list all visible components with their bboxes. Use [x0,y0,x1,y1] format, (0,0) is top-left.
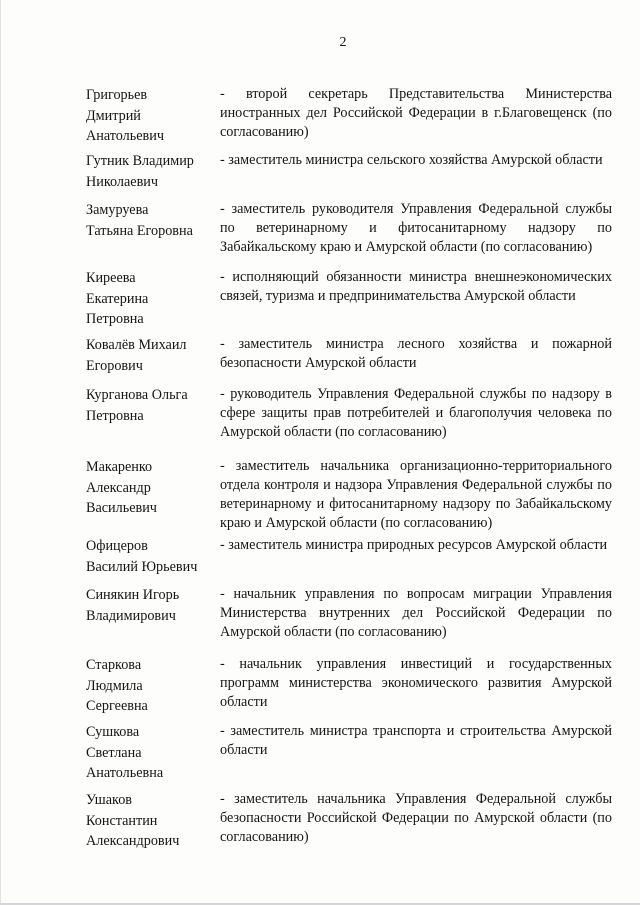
member-role: - начальник управления по вопросам миграции Управления Министерства внутренних дел Российской Федерации по Амурской области (по согласованию) [220,586,612,640]
page-number: 2 [339,35,347,50]
member-name: Сушкова Светлана Анатольевна [86,724,164,781]
member-name: Старкова Людмила Сергеевна [86,657,148,714]
member-name: Синякин Игорь Владимирович [86,587,180,624]
member-name: Григорьев Дмитрий Анатольевич [86,87,164,144]
member-role: - заместитель руководителя Управления Федеральной службы по ветеринарному и фитосанитарному надзору по Забайкальскому краю и Амурской области (по согласованию) [220,201,612,255]
member-role: - заместитель министра лесного хозяйства и пожарной безопасности Амурской области [220,336,612,371]
member-name: Киреева Екатерина Петровна [86,270,149,327]
member-role: - руководитель Управления Федеральной службы по надзору в сфере защиты прав потребителей и благополучия человека по Амурской области (по согласованию) [220,386,612,440]
member-name: Замуруева Татьяна Егоровна [86,202,193,239]
member-role: - исполняющий обязанности министра внешнеэкономических связей, туризма и предпринимательства Амурской области [220,269,612,304]
member-role: - второй секретарь Представительства Министерства иностранных дел Российской Федерации в г.Благовещенск (по согласованию) [220,86,612,140]
member-name: Ковалёв Михаил Егорович [86,337,187,374]
member-role: - заместитель министра природных ресурсов Амурской области [220,537,608,553]
member-role: - заместитель министра транспорта и строительства Амурской области [220,723,612,758]
member-role: - начальник управления инвестиций и государственных программ министерства экономического развития Амурской области [220,656,612,710]
member-name: Курганова Ольга Петровна [86,387,188,424]
member-role: - заместитель министра сельского хозяйства Амурской области [220,152,603,168]
member-role: - заместитель начальника организационно-территориального отдела контроля и надзора Управления Федеральной службы по ветеринарному и фитосанитарному надзору по Забайкальскому краю и Амурской области (по согласованию) [220,458,612,531]
member-role: - заместитель начальника Управления Федеральной службы безопасности Российской Федерации по Амурской области (по согласованию) [220,791,612,845]
member-name: Макаренко Александр Васильевич [86,459,157,516]
member-name: Гутник Владимир Николаевич [86,153,194,190]
member-name: Офицеров Василий Юрьевич [86,538,198,575]
member-name: Ушаков Константин Александрович [86,792,180,849]
scan-edge-mark [0,0,1,905]
